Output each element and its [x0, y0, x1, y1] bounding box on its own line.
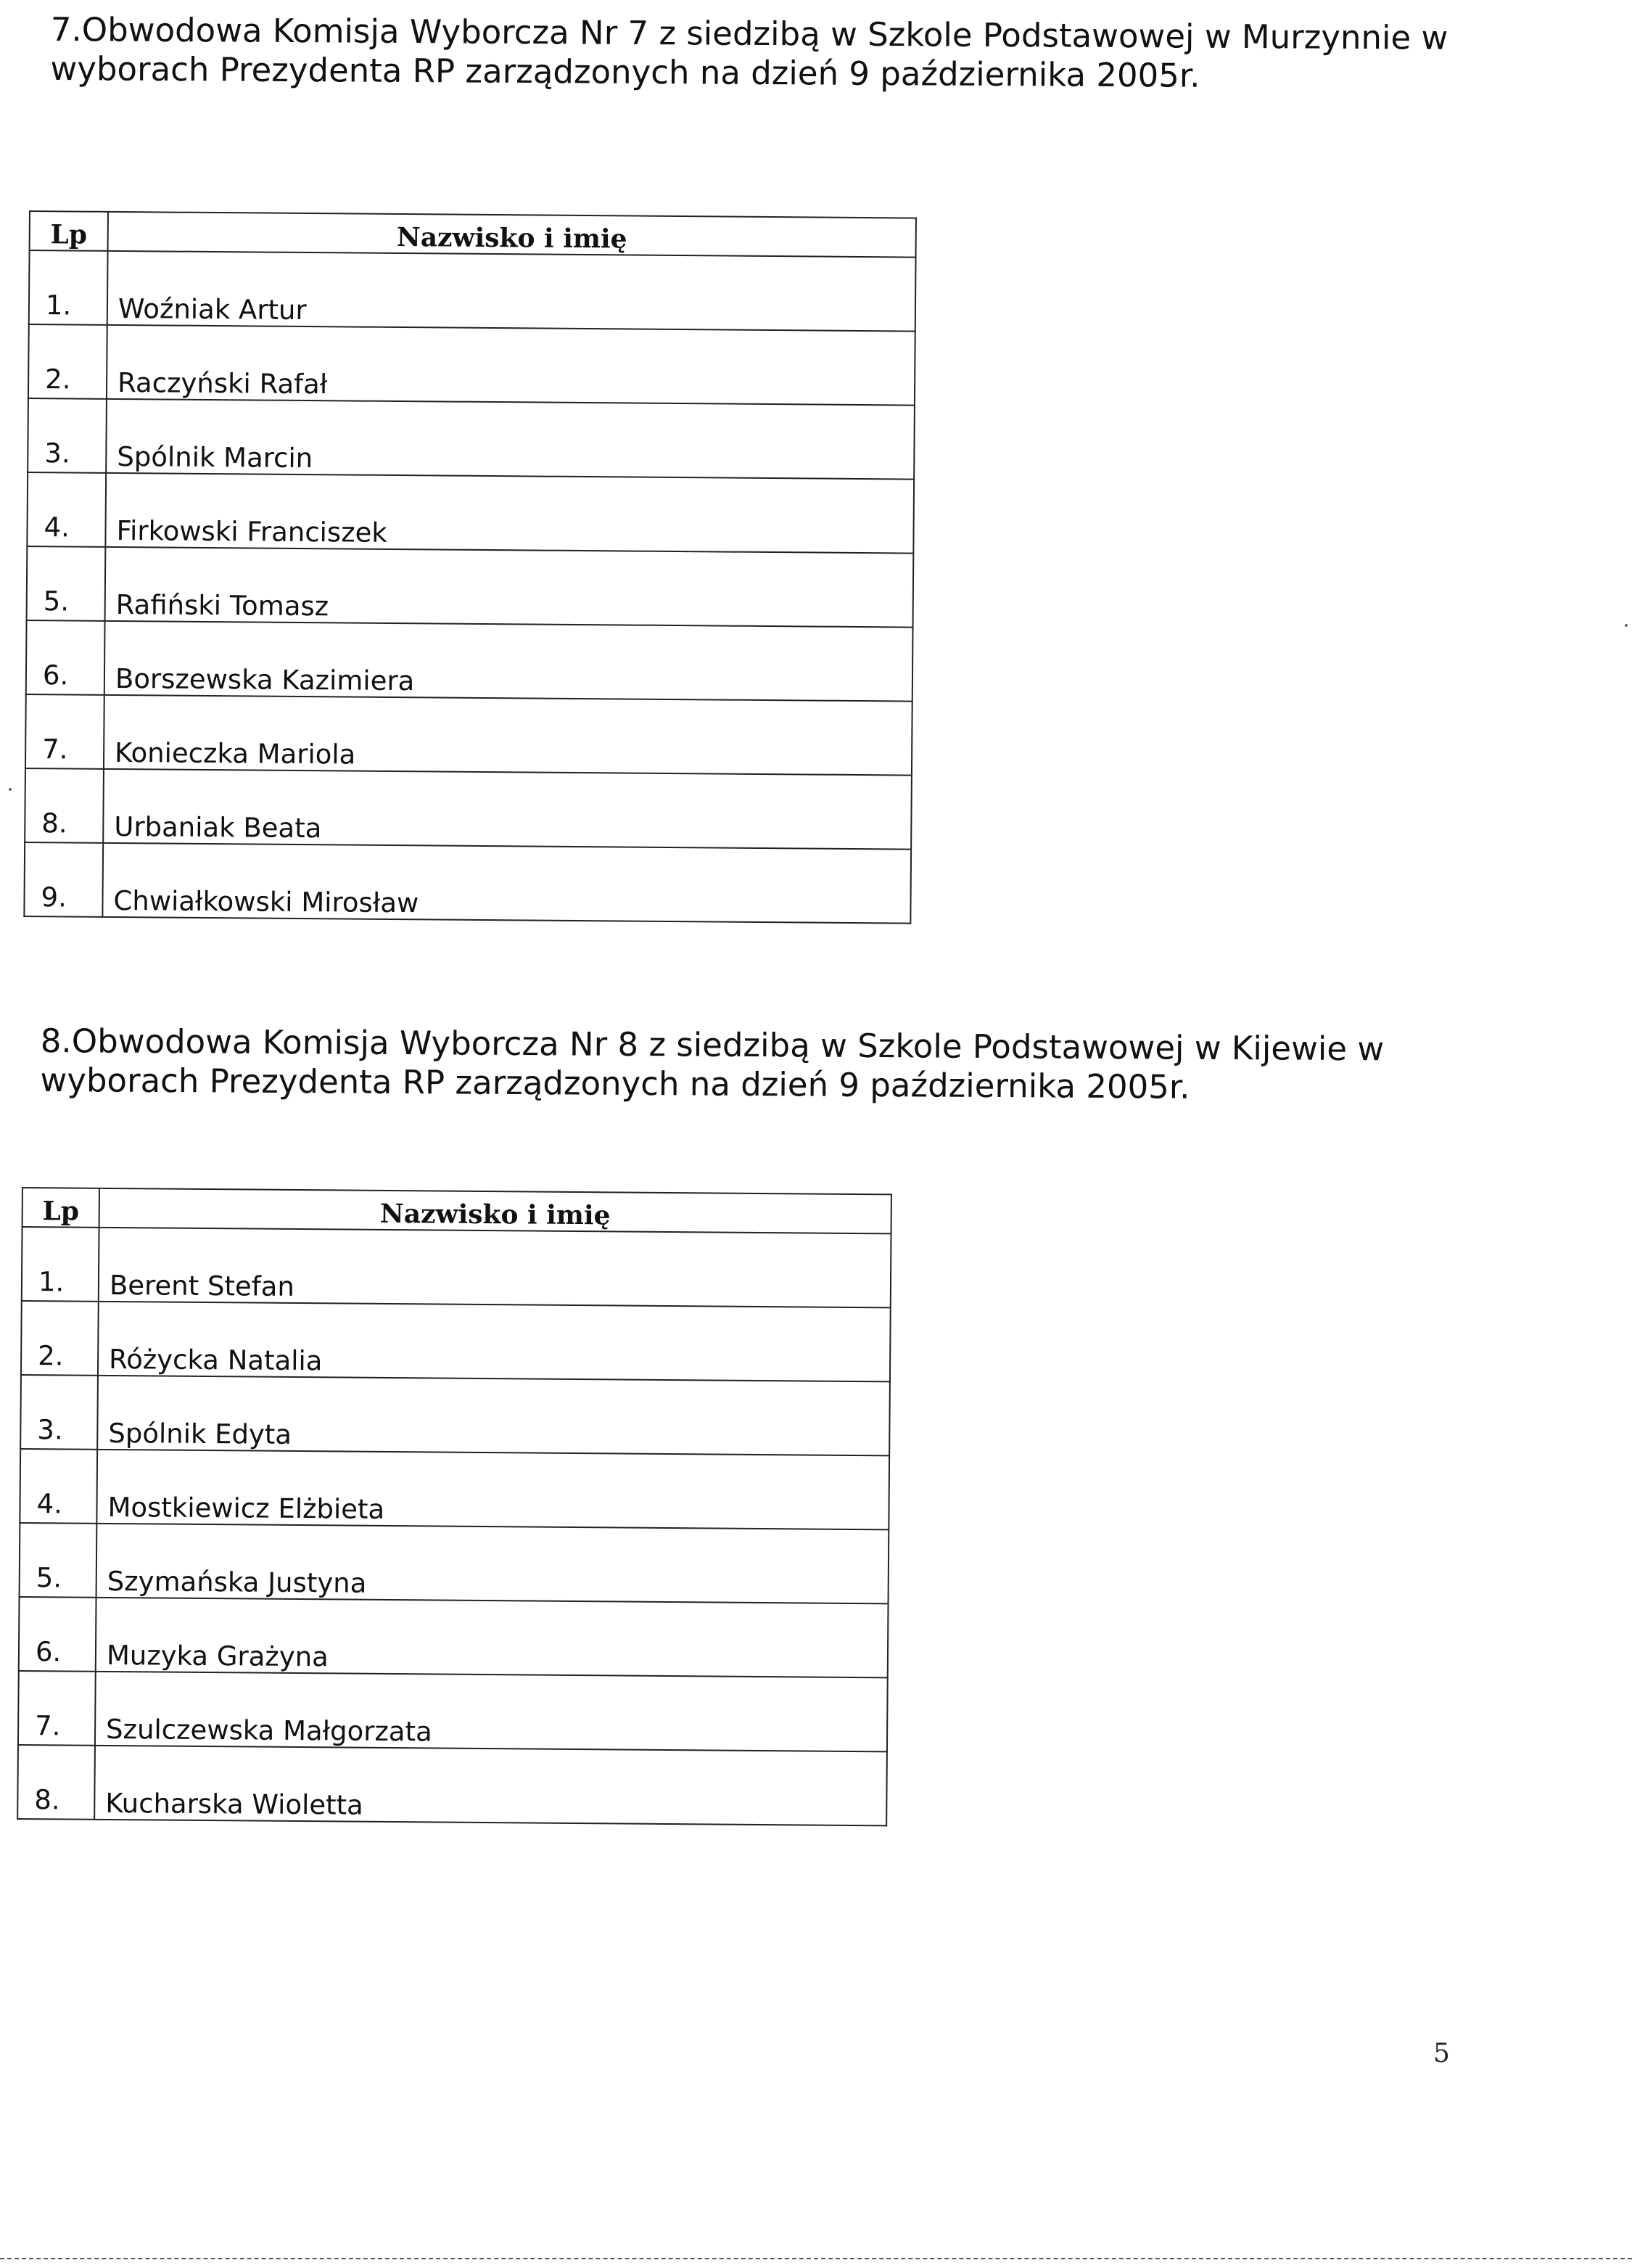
table-header-row: [30, 211, 916, 258]
table-row: [22, 1227, 891, 1307]
member-name: Woźniak Artur: [107, 251, 916, 332]
row-number: 2.: [28, 324, 107, 399]
section-8-table: [17, 1187, 892, 1826]
row-number: 5.: [20, 1523, 97, 1598]
row-number: 8.: [25, 768, 104, 843]
column-header-lp: Lp: [22, 1188, 99, 1228]
table-row: [27, 472, 914, 554]
row-number: 4.: [27, 472, 106, 547]
table-header-row: [22, 1188, 891, 1233]
table-row: [20, 1449, 889, 1529]
table-row: [17, 1745, 887, 1825]
row-number: 5.: [27, 546, 106, 621]
table-row: [18, 1671, 888, 1751]
member-name: Kucharska Wioletta: [94, 1746, 887, 1826]
member-name: Mostkiewicz Elżbieta: [96, 1450, 889, 1530]
row-number: 8.: [17, 1745, 95, 1820]
member-name: Muzyka Grażyna: [96, 1598, 889, 1678]
row-number: 2.: [21, 1301, 99, 1376]
scan-speck: [1625, 624, 1628, 627]
table-row: [24, 842, 911, 924]
member-name: Berent Stefan: [99, 1228, 891, 1308]
row-number: 3.: [20, 1375, 98, 1450]
member-name: Borszewska Kazimiera: [104, 621, 913, 702]
member-name: Szulczewska Małgorzata: [95, 1672, 888, 1752]
section-7-table: [23, 210, 917, 924]
row-number: 6.: [26, 620, 105, 695]
table-row: [21, 1301, 891, 1381]
section-7-heading: 7.Obwodowa Komisja Wyborcza Nr 7 z siedzibą w Szkole Podstawowej w Murzynnie w wyborach Prezydenta RP zarządzonych na dzień 9 października 2005r.: [50, 10, 1448, 95]
row-number: 6.: [19, 1597, 96, 1672]
member-name: Spólnik Edyta: [97, 1376, 890, 1456]
member-name: Konieczka Mariola: [104, 695, 912, 776]
member-name: Urbaniak Beata: [103, 769, 912, 850]
section-8-heading: 8.Obwodowa Komisja Wyborcza Nr 8 z siedzibą w Szkole Podstawowej w Kijewie w wyborach Prezydenta RP zarządzonych na dzień 9 października 2005r.: [40, 1022, 1385, 1106]
table-row: [28, 398, 915, 480]
scan-speck: [9, 788, 12, 791]
scan-edge-line: [0, 2258, 1632, 2259]
table-row: [28, 324, 915, 406]
row-number: 1.: [22, 1227, 99, 1302]
row-number: 3.: [28, 398, 107, 473]
table-row: [20, 1375, 890, 1455]
table-row: [29, 250, 916, 332]
member-name: Różycka Natalia: [98, 1302, 891, 1382]
row-number: 7.: [25, 694, 104, 769]
column-header-name: Nazwisko i imię: [108, 212, 916, 258]
column-header-name: Nazwisko i imię: [99, 1188, 891, 1234]
row-number: 4.: [20, 1449, 97, 1524]
page-number: 5: [1433, 2039, 1450, 2068]
column-header-lp: Lp: [30, 211, 108, 251]
member-name: Raczyński Rafał: [107, 325, 915, 406]
table-row: [26, 620, 913, 702]
table-row: [19, 1597, 889, 1677]
table-row: [20, 1523, 889, 1603]
member-name: Rafiński Tomasz: [105, 547, 914, 628]
member-name: Firkowski Franciszek: [105, 473, 914, 554]
table-row: [27, 546, 914, 628]
row-number: 9.: [24, 842, 103, 917]
table-row: [25, 768, 912, 850]
member-name: Chwiałkowski Mirosław: [102, 843, 911, 924]
member-name: Szymańska Justyna: [96, 1524, 889, 1604]
member-name: Spólnik Marcin: [106, 399, 915, 480]
row-number: 7.: [18, 1671, 96, 1746]
row-number: 1.: [29, 250, 108, 325]
table-row: [25, 694, 912, 776]
